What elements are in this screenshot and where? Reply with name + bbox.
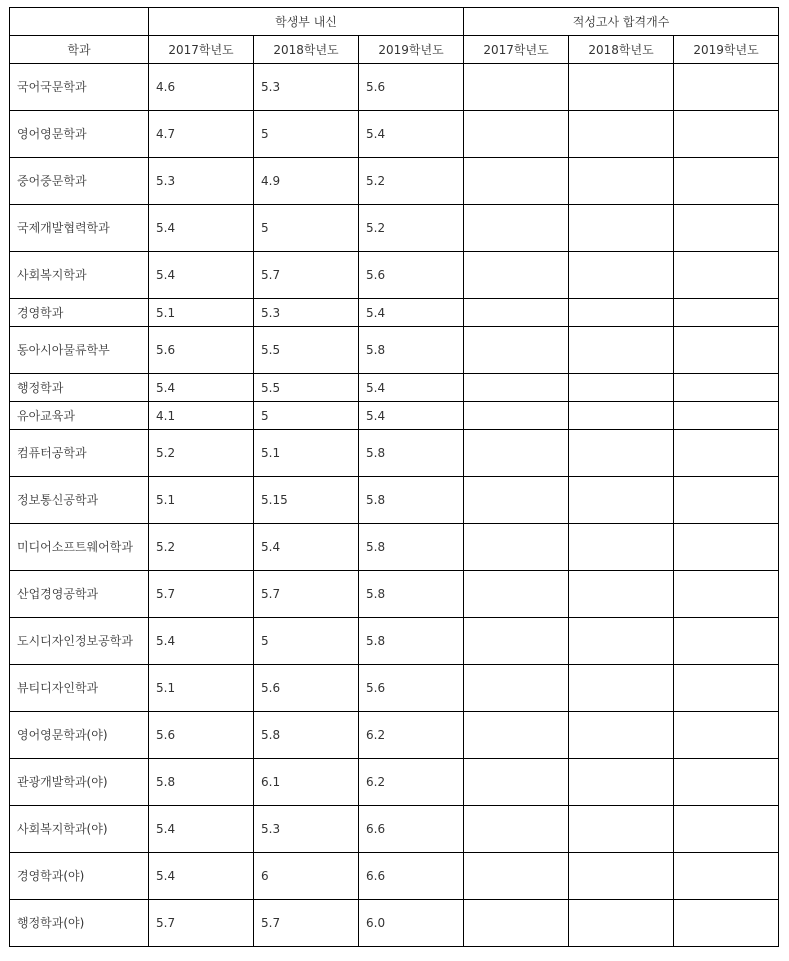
dept-column-header: 학과 [10, 36, 149, 64]
exam-2018-cell [569, 374, 674, 402]
exam-2017-cell [464, 111, 569, 158]
naesin-2017-cell: 5.1 [149, 477, 254, 524]
table-row [10, 327, 779, 374]
dept-name-cell: 관광개발학과(야) [10, 759, 149, 806]
naesin-2017-cell: 5.1 [149, 299, 254, 327]
exam-2018-cell [569, 327, 674, 374]
naesin-2017-cell: 5.6 [149, 327, 254, 374]
exam-2018-cell [569, 853, 674, 900]
exam-year-header: 2019학년도 [674, 36, 779, 64]
exam-2018-cell [569, 618, 674, 665]
naesin-2017-cell: 4.1 [149, 402, 254, 430]
table-row [10, 806, 779, 853]
dept-name-cell: 동아시아물류학부 [10, 327, 149, 374]
exam-year-header: 2018학년도 [569, 36, 674, 64]
exam-2017-cell [464, 252, 569, 299]
exam-2017-cell [464, 205, 569, 252]
table-row [10, 571, 779, 618]
exam-2019-cell [674, 477, 779, 524]
naesin-2019-cell: 5.4 [359, 299, 464, 327]
exam-2018-cell [569, 900, 674, 947]
naesin-2019-cell: 5.6 [359, 64, 464, 111]
naesin-2017-cell: 5.8 [149, 759, 254, 806]
exam-2019-cell [674, 759, 779, 806]
header-row-years [10, 36, 779, 64]
table-row [10, 205, 779, 252]
exam-2017-cell [464, 430, 569, 477]
exam-2018-cell [569, 111, 674, 158]
naesin-2018-cell: 6 [254, 853, 359, 900]
exam-2019-cell [674, 571, 779, 618]
exam-2017-cell [464, 327, 569, 374]
exam-2017-cell [464, 806, 569, 853]
naesin-2018-cell: 5.8 [254, 712, 359, 759]
table-row [10, 158, 779, 205]
naesin-2017-cell: 5.2 [149, 524, 254, 571]
dept-name-cell: 정보통신공학과 [10, 477, 149, 524]
dept-name-cell: 유아교육과 [10, 402, 149, 430]
naesin-year-header: 2018학년도 [254, 36, 359, 64]
group-header-exam: 적성고사 합격개수 [464, 8, 779, 36]
naesin-2018-cell: 4.9 [254, 158, 359, 205]
dept-name-cell: 국어국문학과 [10, 64, 149, 111]
exam-2019-cell [674, 111, 779, 158]
naesin-2017-cell: 4.7 [149, 111, 254, 158]
naesin-year-header: 2017학년도 [149, 36, 254, 64]
naesin-2017-cell: 5.2 [149, 430, 254, 477]
exam-2018-cell [569, 252, 674, 299]
dept-name-cell: 경영학과 [10, 299, 149, 327]
naesin-2017-cell: 5.4 [149, 853, 254, 900]
table-row [10, 299, 779, 327]
naesin-2019-cell: 6.2 [359, 712, 464, 759]
exam-2017-cell [464, 665, 569, 712]
dept-name-cell: 영어영문학과 [10, 111, 149, 158]
header-row-groups [10, 8, 779, 36]
table-row [10, 111, 779, 158]
naesin-year-header: 2019학년도 [359, 36, 464, 64]
dept-name-cell: 컴퓨터공학과 [10, 430, 149, 477]
naesin-2018-cell: 5.15 [254, 477, 359, 524]
table-row [10, 853, 779, 900]
dept-name-cell: 중어중문학과 [10, 158, 149, 205]
naesin-2019-cell: 6.0 [359, 900, 464, 947]
exam-2018-cell [569, 299, 674, 327]
naesin-2019-cell: 5.8 [359, 430, 464, 477]
naesin-2017-cell: 5.4 [149, 205, 254, 252]
exam-2019-cell [674, 299, 779, 327]
table-row [10, 524, 779, 571]
naesin-2018-cell: 5.3 [254, 299, 359, 327]
exam-2019-cell [674, 618, 779, 665]
naesin-2019-cell: 5.8 [359, 477, 464, 524]
table-row [10, 252, 779, 299]
naesin-2018-cell: 5.3 [254, 806, 359, 853]
naesin-2018-cell: 5.5 [254, 374, 359, 402]
naesin-2019-cell: 5.4 [359, 374, 464, 402]
exam-2017-cell [464, 477, 569, 524]
exam-2018-cell [569, 477, 674, 524]
table-row [10, 430, 779, 477]
naesin-2019-cell: 5.4 [359, 111, 464, 158]
table-row [10, 402, 779, 430]
exam-2017-cell [464, 618, 569, 665]
exam-2018-cell [569, 712, 674, 759]
naesin-2018-cell: 5 [254, 402, 359, 430]
naesin-2018-cell: 5 [254, 618, 359, 665]
naesin-2019-cell: 5.2 [359, 158, 464, 205]
exam-2017-cell [464, 374, 569, 402]
exam-2019-cell [674, 64, 779, 111]
naesin-2018-cell: 5.1 [254, 430, 359, 477]
dept-name-cell: 뷰티디자인학과 [10, 665, 149, 712]
exam-2018-cell [569, 665, 674, 712]
naesin-2017-cell: 5.3 [149, 158, 254, 205]
exam-2018-cell [569, 759, 674, 806]
table-row [10, 64, 779, 111]
naesin-2018-cell: 5.7 [254, 571, 359, 618]
dept-name-cell: 행정학과(야) [10, 900, 149, 947]
group-header-naesin: 학생부 내신 [149, 8, 464, 36]
exam-2017-cell [464, 712, 569, 759]
exam-2019-cell [674, 900, 779, 947]
corner-cell [10, 8, 149, 36]
exam-2018-cell [569, 571, 674, 618]
naesin-2019-cell: 5.8 [359, 327, 464, 374]
exam-2017-cell [464, 64, 569, 111]
admissions-table [9, 7, 779, 947]
exam-2018-cell [569, 205, 674, 252]
naesin-2018-cell: 5.7 [254, 900, 359, 947]
naesin-2018-cell: 6.1 [254, 759, 359, 806]
dept-name-cell: 사회복지학과 [10, 252, 149, 299]
naesin-2017-cell: 5.7 [149, 571, 254, 618]
naesin-2019-cell: 5.8 [359, 524, 464, 571]
exam-2019-cell [674, 524, 779, 571]
exam-2017-cell [464, 900, 569, 947]
exam-2019-cell [674, 402, 779, 430]
naesin-2017-cell: 5.4 [149, 806, 254, 853]
table-row [10, 759, 779, 806]
table-row [10, 618, 779, 665]
table-row [10, 374, 779, 402]
exam-2018-cell [569, 430, 674, 477]
exam-2018-cell [569, 524, 674, 571]
exam-2019-cell [674, 853, 779, 900]
dept-name-cell: 국제개발협력학과 [10, 205, 149, 252]
table-row [10, 665, 779, 712]
naesin-2018-cell: 5.6 [254, 665, 359, 712]
dept-name-cell: 경영학과(야) [10, 853, 149, 900]
naesin-2019-cell: 6.6 [359, 806, 464, 853]
exam-year-header: 2017학년도 [464, 36, 569, 64]
table-row [10, 712, 779, 759]
naesin-2017-cell: 5.4 [149, 252, 254, 299]
exam-2019-cell [674, 252, 779, 299]
exam-2019-cell [674, 806, 779, 853]
naesin-2019-cell: 6.2 [359, 759, 464, 806]
dept-name-cell: 영어영문학과(야) [10, 712, 149, 759]
naesin-2017-cell: 5.7 [149, 900, 254, 947]
naesin-2019-cell: 5.2 [359, 205, 464, 252]
naesin-2018-cell: 5 [254, 111, 359, 158]
table-row [10, 477, 779, 524]
exam-2019-cell [674, 158, 779, 205]
naesin-2019-cell: 5.4 [359, 402, 464, 430]
dept-name-cell: 행정학과 [10, 374, 149, 402]
naesin-2017-cell: 5.1 [149, 665, 254, 712]
naesin-2019-cell: 5.8 [359, 618, 464, 665]
table-body [10, 64, 779, 947]
exam-2018-cell [569, 402, 674, 430]
exam-2017-cell [464, 571, 569, 618]
exam-2017-cell [464, 299, 569, 327]
naesin-2017-cell: 5.4 [149, 374, 254, 402]
exam-2017-cell [464, 853, 569, 900]
exam-2017-cell [464, 158, 569, 205]
exam-2017-cell [464, 402, 569, 430]
naesin-2019-cell: 5.6 [359, 252, 464, 299]
exam-2019-cell [674, 712, 779, 759]
naesin-2019-cell: 6.6 [359, 853, 464, 900]
naesin-2018-cell: 5.4 [254, 524, 359, 571]
dept-name-cell: 사회복지학과(야) [10, 806, 149, 853]
table-row [10, 900, 779, 947]
exam-2018-cell [569, 64, 674, 111]
naesin-2019-cell: 5.6 [359, 665, 464, 712]
exam-2019-cell [674, 205, 779, 252]
exam-2017-cell [464, 759, 569, 806]
exam-2019-cell [674, 665, 779, 712]
dept-name-cell: 도시디자인정보공학과 [10, 618, 149, 665]
naesin-2018-cell: 5.3 [254, 64, 359, 111]
naesin-2019-cell: 5.8 [359, 571, 464, 618]
exam-2018-cell [569, 806, 674, 853]
naesin-2017-cell: 5.6 [149, 712, 254, 759]
exam-2019-cell [674, 430, 779, 477]
dept-name-cell: 산업경영공학과 [10, 571, 149, 618]
exam-2019-cell [674, 374, 779, 402]
naesin-2018-cell: 5.7 [254, 252, 359, 299]
exam-2017-cell [464, 524, 569, 571]
dept-name-cell: 미디어소프트웨어학과 [10, 524, 149, 571]
exam-2019-cell [674, 327, 779, 374]
naesin-2018-cell: 5.5 [254, 327, 359, 374]
naesin-2017-cell: 4.6 [149, 64, 254, 111]
naesin-2017-cell: 5.4 [149, 618, 254, 665]
exam-2018-cell [569, 158, 674, 205]
naesin-2018-cell: 5 [254, 205, 359, 252]
